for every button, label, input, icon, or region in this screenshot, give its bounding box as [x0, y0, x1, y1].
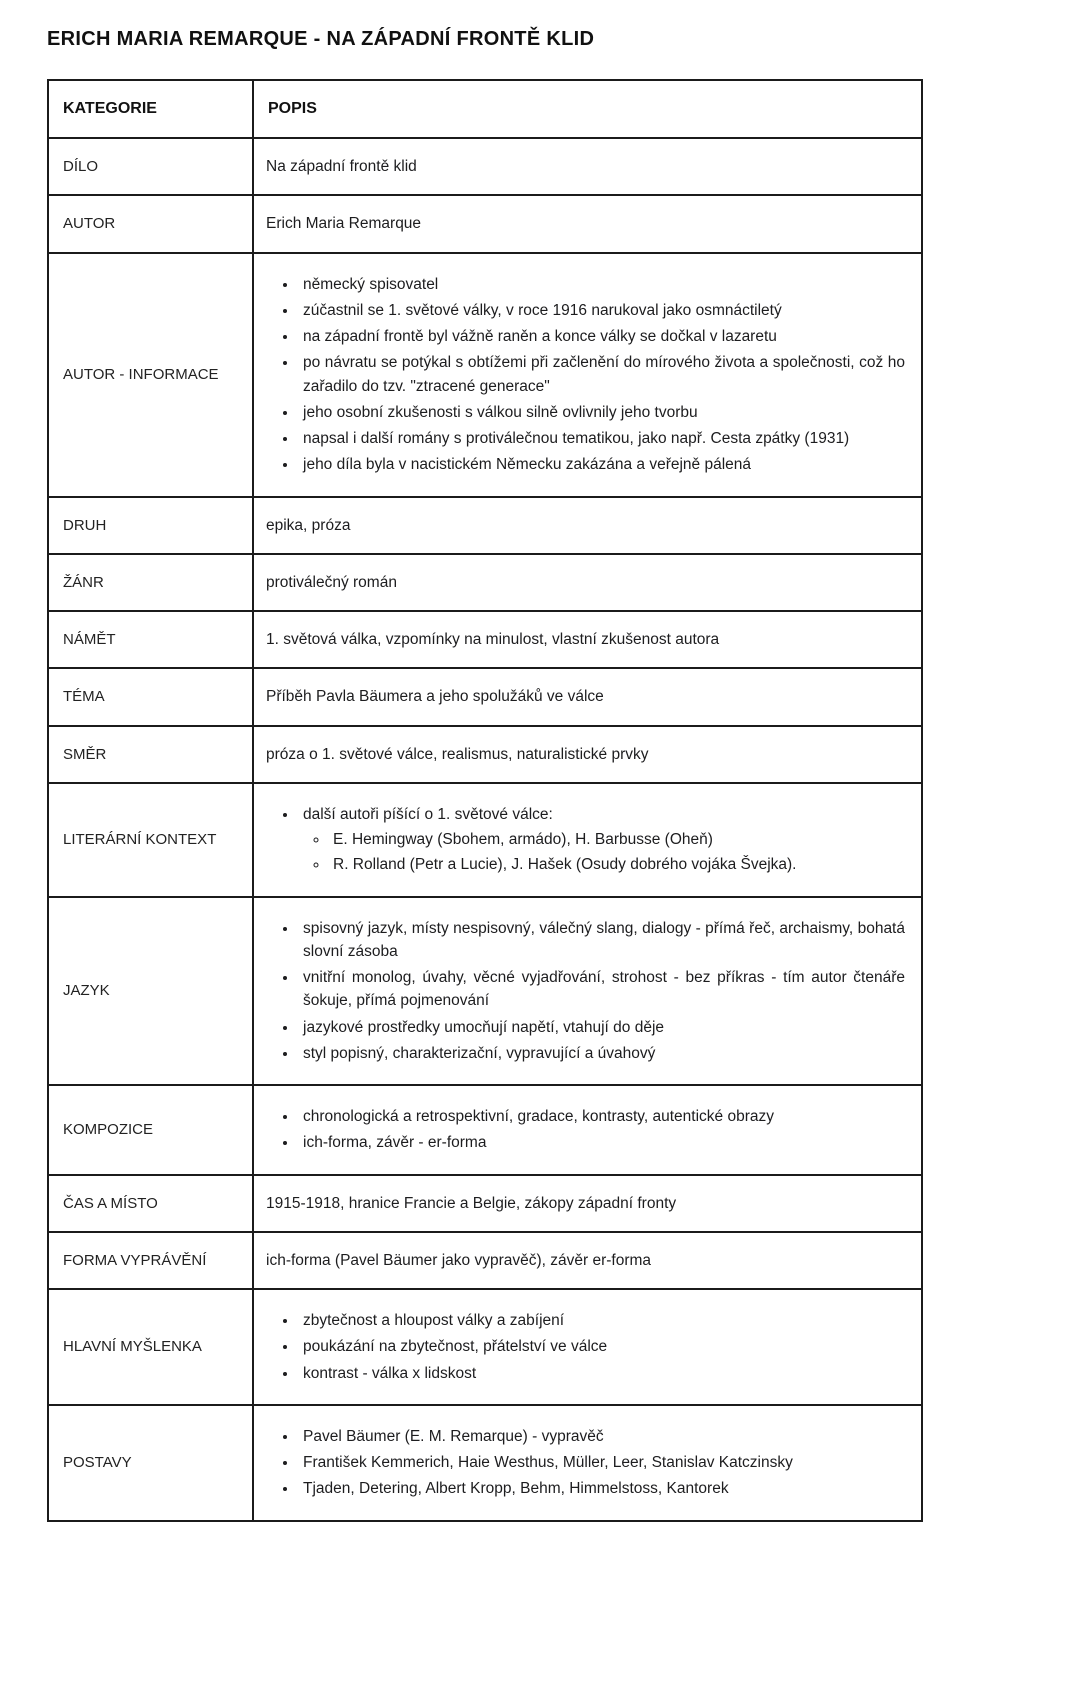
document-title: ERICH MARIA REMARQUE - NA ZÁPADNÍ FRONTĚ KLID	[47, 28, 595, 50]
category-cell: DRUH	[48, 497, 253, 554]
bullet-text: Pavel Bäumer (E. M. Remarque) - vypravěč	[303, 1427, 604, 1445]
bullet-item	[298, 1451, 905, 1474]
bullet-item	[298, 1105, 905, 1128]
bullet-text: na západní frontě byl vážně raněn a konce války se dočkal v lazaretu	[303, 328, 777, 345]
table-row	[48, 1405, 922, 1521]
description-text: 1915-1918, hranice Francie a Belgie, zákopy západní fronty	[266, 1194, 677, 1212]
bullet-text: zúčastnil se 1. světové války, v roce 1916 narukoval jako osmnáctiletý	[303, 301, 782, 319]
description-cell	[253, 1232, 922, 1289]
bullet-list	[266, 1309, 905, 1385]
bullet-text: kontrast - válka x lidskost	[303, 1364, 477, 1382]
bullet-list	[266, 917, 905, 1066]
description-cell	[253, 195, 922, 252]
bullet-text: vnitřní monolog, úvahy, věcné vyjadřování, strohost - bez příkras - tím autor čtenáře šokuje, přímá pojmenování	[303, 969, 905, 1010]
category-cell: TÉMA	[48, 668, 253, 725]
description-text: Příběh Pavla Bäumera a jeho spolužáků ve válce	[266, 688, 604, 706]
bullet-text: František Kemmerich, Haie Westhus, Müller, Leer, Stanislav Katczinsky	[303, 1454, 793, 1471]
bullet-item	[298, 917, 905, 964]
table-row	[48, 1289, 922, 1405]
bullet-text: napsal i další romány s protiválečnou tematikou, jako např. Cesta zpátky (1931)	[303, 430, 850, 447]
bullet-item	[298, 1425, 905, 1448]
bullet-list	[266, 273, 905, 477]
bullet-item	[298, 325, 905, 348]
bullet-text: německý spisovatel	[303, 275, 439, 293]
bullet-text: po návratu se potýkal s obtížemi při začlenění do mírového života a společnosti, což ho zařadilo do tzv. "ztracené generace"	[303, 354, 905, 395]
sub-bullet-item: ◦ E. Hemingway (Sbohem, armádo), H. Barbusse (Oheň)	[329, 828, 905, 851]
description-text: Erich Maria Remarque	[266, 215, 422, 233]
bullet-text: ich-forma, závěr - er-forma	[303, 1134, 487, 1152]
description-cell	[253, 897, 922, 1086]
table-header-row	[48, 80, 922, 138]
bullet-list	[266, 1105, 905, 1155]
table-row	[48, 668, 922, 725]
category-cell: ŽÁNR	[48, 554, 253, 611]
table-row	[48, 897, 922, 1086]
table-row	[48, 1232, 922, 1289]
bullet-list	[266, 803, 905, 877]
category-cell: AUTOR	[48, 195, 253, 252]
bullet-item	[298, 1309, 905, 1332]
table-row	[48, 611, 922, 668]
description-cell	[253, 138, 922, 195]
bullet-item	[298, 427, 905, 450]
column-header-kategorie: KATEGORIE	[48, 80, 253, 138]
sub-bullet-list	[303, 828, 905, 877]
bullet-text: Tjaden, Detering, Albert Kropp, Behm, Himmelstoss, Kantorek	[303, 1480, 729, 1498]
description-text: Na západní frontě klid	[266, 158, 417, 175]
bullet-text: jeho osobní zkušenosti s válkou silně ovlivnily jeho tvorbu	[303, 403, 698, 421]
table-row	[48, 195, 922, 252]
bullet-item	[298, 803, 905, 877]
category-cell: ČAS A MÍSTO	[48, 1175, 253, 1232]
description-text: epika, próza	[266, 516, 351, 534]
bullet-list	[266, 1425, 905, 1501]
table-body	[48, 138, 922, 1521]
description-cell	[253, 1085, 922, 1175]
category-cell: DÍLO	[48, 138, 253, 195]
description-text: 1. světová válka, vzpomínky na minulost, vlastní zkušenost autora	[266, 631, 720, 648]
bullet-item	[298, 966, 905, 1013]
category-cell: FORMA VYPRÁVĚNÍ	[48, 1232, 253, 1289]
description-cell	[253, 726, 922, 783]
bullet-item	[298, 401, 905, 424]
column-header-popis: POPIS	[253, 80, 922, 138]
table-row	[48, 554, 922, 611]
bullet-item	[298, 1335, 905, 1358]
table-row	[48, 253, 922, 497]
description-cell	[253, 611, 922, 668]
bullet-item	[298, 351, 905, 398]
bullet-item	[298, 1016, 905, 1039]
category-cell: JAZYK	[48, 897, 253, 1086]
table-row	[48, 726, 922, 783]
bullet-item	[298, 273, 905, 296]
bullet-text: další autoři píšící o 1. světové válce:	[303, 805, 553, 823]
description-cell	[253, 554, 922, 611]
bullet-item	[298, 1477, 905, 1500]
bullet-text: zbytečnost a hloupost války a zabíjení	[303, 1312, 565, 1329]
category-cell: AUTOR - INFORMACE	[48, 253, 253, 497]
description-text: próza o 1. světové válce, realismus, naturalistické prvky	[266, 745, 649, 763]
bullet-text: jazykové prostředky umocňují napětí, vtahují do děje	[303, 1018, 665, 1036]
table-row	[48, 1085, 922, 1175]
description-cell	[253, 1405, 922, 1521]
description-cell	[253, 497, 922, 554]
table-row	[48, 783, 922, 897]
description-cell	[253, 1289, 922, 1405]
description-text: protiválečný román	[266, 573, 397, 591]
category-cell: NÁMĚT	[48, 611, 253, 668]
table-row	[48, 1175, 922, 1232]
bullet-item	[298, 1042, 905, 1065]
bullet-item	[298, 453, 905, 476]
category-cell: HLAVNÍ MYŠLENKA	[48, 1289, 253, 1405]
description-text: ich-forma (Pavel Bäumer jako vypravěč), závěr er-forma	[266, 1251, 652, 1269]
bullet-text: spisovný jazyk, místy nespisovný, válečný slang, dialogy - přímá řeč, archaismy, bohatá slovní zásoba	[303, 919, 905, 960]
description-cell	[253, 1175, 922, 1232]
category-cell: POSTAVY	[48, 1405, 253, 1521]
table-row	[48, 138, 922, 195]
sub-bullet-item: ◦ R. Rolland (Petr a Lucie), J. Hašek (Osudy dobrého vojáka Švejka).	[329, 853, 905, 876]
table-row	[48, 497, 922, 554]
info-table	[47, 79, 923, 1522]
bullet-item	[298, 1362, 905, 1385]
bullet-text: styl popisný, charakterizační, vypravující a úvahový	[303, 1044, 656, 1062]
bullet-text: poukázání na zbytečnost, přátelství ve válce	[303, 1338, 608, 1356]
description-cell	[253, 253, 922, 497]
bullet-text: chronologická a retrospektivní, gradace, kontrasty, autentické obrazy	[303, 1108, 774, 1125]
bullet-item	[298, 1131, 905, 1154]
category-cell: KOMPOZICE	[48, 1085, 253, 1175]
bullet-item	[298, 299, 905, 322]
description-cell	[253, 668, 922, 725]
category-cell: LITERÁRNÍ KONTEXT	[48, 783, 253, 897]
description-cell	[253, 783, 922, 897]
category-cell: SMĚR	[48, 726, 253, 783]
bullet-text: jeho díla byla v nacistickém Německu zakázána a veřejně pálená	[303, 456, 752, 474]
